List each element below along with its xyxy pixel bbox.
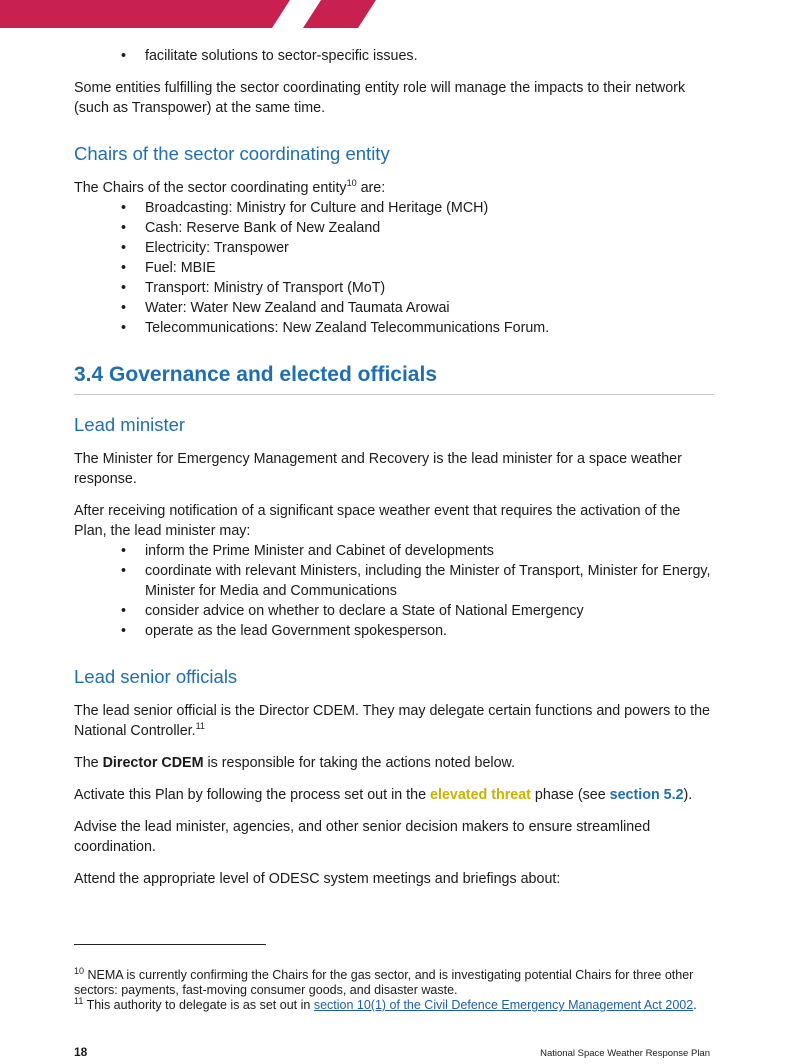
footnote-ref-10[interactable]: 10 (346, 178, 357, 189)
section-heading (74, 362, 714, 395)
cdem-act-link[interactable]: section 10(1) of the Civil Defence Emergency Management Act 2002 (313, 998, 694, 1012)
list-item: • Water: Water New Zealand and Taumata Arowai (145, 298, 714, 318)
list-item: • inform the Prime Minister and Cabinet of developments (145, 541, 714, 561)
footnote-11-tail: . (693, 998, 697, 1012)
lead-senior-para-2 (74, 753, 714, 773)
footnote-ref-11[interactable]: 11 (195, 721, 205, 732)
para-2-pre: The (74, 755, 103, 771)
chairs-lead-tail: are: (356, 180, 386, 196)
list-item: • consider advice on whether to declare a State of National Emergency (145, 601, 714, 621)
banner-stripe-main (0, 0, 290, 28)
lead-senior-para-1 (74, 701, 714, 741)
lead-senior-para-3 (74, 785, 714, 805)
footnote-separator (74, 944, 266, 945)
list-item: • facilitate solutions to sector-specific issues. (145, 46, 714, 66)
list-item: • operate as the lead Government spokesperson. (145, 621, 714, 641)
lead-senior-heading: Lead senior officials (74, 666, 238, 687)
list-item: • Broadcasting: Ministry for Culture and Heritage (MCH) (145, 198, 714, 218)
section-title: Governance and elected officials (109, 363, 437, 386)
lead-senior-para-1-text: The lead senior official is the Director CDEM. They may delegate certain functions and powers to the National Controller. (74, 703, 711, 739)
para-2-post: is responsible for taking the actions noted below. (203, 755, 516, 771)
footnote-11-text: This authority to delegate is as set out in (83, 998, 314, 1012)
footnote-11 (74, 995, 714, 1013)
lead-minister-para-2: After receiving notification of a significant space weather event that requires the activation of the Plan, the lead minister may: (74, 503, 681, 539)
page-content (74, 46, 714, 901)
banner-stripe-accent (303, 0, 376, 28)
lead-minister-heading: Lead minister (74, 414, 186, 435)
chairs-heading: Chairs of the sector coordinating entity (74, 143, 390, 164)
intro-bullet-list (74, 46, 714, 66)
list-item: • Transport: Ministry of Transport (MoT) (145, 278, 714, 298)
section-5-2-link[interactable]: section 5.2 (609, 787, 684, 803)
lead-minister-list (74, 541, 714, 641)
document-title: National Space Weather Response Plan (540, 1048, 710, 1059)
chairs-list (74, 198, 714, 338)
section-number: 3.4 (74, 363, 104, 386)
director-cdem-bold: Director CDEM (102, 755, 204, 771)
para-3-pre: Activate this Plan by following the process set out in the (74, 787, 431, 803)
chairs-lead (74, 178, 714, 198)
footnote-11-number: 11 (74, 995, 84, 1006)
footnote-10 (74, 965, 714, 998)
list-item: • Electricity: Transpower (145, 238, 714, 258)
list-item: • Cash: Reserve Bank of New Zealand (145, 218, 714, 238)
para-3-mid: phase (see (530, 787, 610, 803)
intro-paragraph: Some entities fulfilling the sector coordinating entity role will manage the impacts to their network (such as Transpower) at the same time. (74, 80, 686, 116)
para-3-post: ). (683, 787, 693, 803)
lead-minister-para-1: The Minister for Emergency Management and Recovery is the lead minister for a space weather response. (74, 451, 682, 487)
lead-senior-para-5: Attend the appropriate level of ODESC system meetings and briefings about: (74, 871, 561, 887)
footnote-10-text: NEMA is currently confirming the Chairs for the gas sector, and is investigating potential Chairs for three other sectors: payments, fast-moving consumer goods, and disaster waste. (74, 968, 694, 997)
list-item: • coordinate with relevant Ministers, including the Minister of Transport, Minister for Energy, Minister for Media and Communications (145, 561, 714, 601)
chairs-lead-text: The Chairs of the sector coordinating entity (74, 180, 347, 196)
footnote-10-number: 10 (74, 965, 85, 976)
header-banner (0, 0, 806, 28)
elevated-threat-highlight: elevated threat (430, 787, 531, 803)
page-number: 18 (74, 1045, 88, 1059)
lead-senior-para-4: Advise the lead minister, agencies, and other senior decision makers to ensure streamlined coordination. (74, 819, 651, 855)
list-item: • Fuel: MBIE (145, 258, 714, 278)
footnotes (74, 965, 714, 1013)
list-item: • Telecommunications: New Zealand Telecommunications Forum. (145, 318, 714, 338)
